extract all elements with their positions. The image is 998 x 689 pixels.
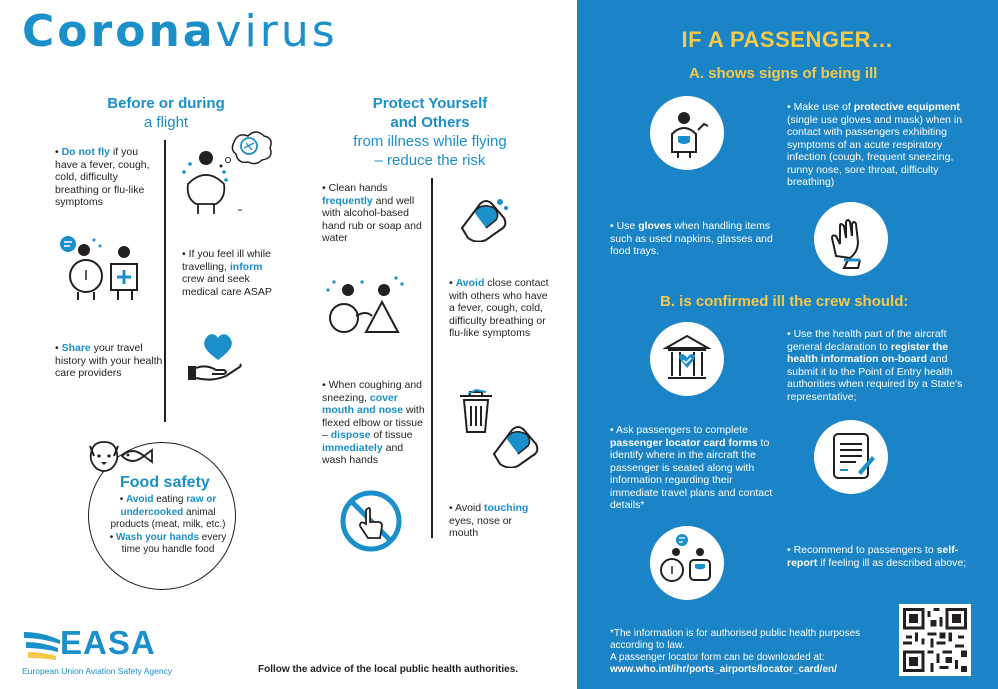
form-document-icon: [814, 420, 888, 494]
tip-self-report: • Recommend to passengers to self-report if feeling ill as described above;: [787, 544, 967, 569]
tip-clean-hands: • Clean hands frequently and well with alcohol-based hand rub or soap and water: [322, 182, 422, 244]
divider-line: [431, 178, 433, 538]
food-safety-title: Food safety: [120, 474, 210, 491]
tip-feel-ill: • If you feel ill while travelling, inform crew and seek medical care ASAP: [182, 248, 272, 298]
tip-locator-forms: • Ask passengers to complete passenger locator card forms to identify where in the aircraft the passenger is seated along with information regarding their immediate travel plans and contact details*: [610, 424, 773, 511]
col2-heading: Protect Yourself and Others from illness while flying – reduce the risk: [353, 95, 507, 169]
footnote-download: A passenger locator form can be downloaded at:: [610, 652, 825, 663]
handwashing-icon: [488, 420, 546, 468]
advice-footer: Follow the advice of the local public health authorities.: [258, 664, 519, 675]
gloves-icon: [814, 202, 888, 276]
section-b-heading: B. is confirmed ill the crew should:: [660, 293, 909, 310]
footnote-authorised: *The information is for authorised public health purposes according to law.: [610, 628, 861, 651]
tip-protective-equipment: • Make use of protective equipment (single use gloves and mask) when in contact with passengers exhibiting symptoms of an acute respiratory infection (cough, frequent sneezing, runny nose, sore throat, difficulty breathing): [787, 101, 963, 188]
col1-heading-strong: Before or during: [107, 95, 225, 112]
crew-passenger-icon: [650, 526, 724, 600]
tip-register-health: • Use the health part of the aircraft general declaration to register the health information on-board and submit it to the Point of Entry health authorities when required by a State's representative;: [787, 328, 963, 403]
divider-line: [164, 140, 166, 422]
easa-wing-logo: [22, 628, 62, 669]
tip-avoid-contact: • Avoid close contact with others who have a fever, cough, cold, difficulty breathing or flu-like symptoms: [449, 277, 549, 339]
locator-form-link[interactable]: www.who.int/ihr/ports_airports/locator_card/en/: [610, 664, 837, 675]
qr-code[interactable]: [899, 604, 971, 676]
food-safety-text: [104, 494, 232, 557]
col1-heading: [86, 94, 246, 132]
right-footer: [610, 628, 890, 676]
tip-gloves: • Use gloves when handling items such as used napkins, glasses and food trays.: [610, 220, 773, 257]
no-touching-icon: [338, 488, 404, 554]
fish-icon: [118, 446, 154, 466]
health-building-icon: [650, 322, 724, 396]
section-a-heading: A. shows signs of being ill: [689, 65, 878, 82]
heart-in-hand-icon: [184, 330, 244, 384]
page-title: Coronavirus: [22, 6, 338, 57]
col1-heading-light: a flight: [143, 114, 189, 131]
passenger-title: IF A PASSENGER…: [681, 27, 894, 52]
easa-logo-subtitle: European Union Aviation Safety Agency: [22, 666, 173, 676]
tip-cover-cough: • When coughing and sneezing, cover mouth and nose with flexed elbow or tissue – dispose of tissue immediately and wash hands: [322, 379, 425, 466]
easa-logo-word: EASA: [60, 624, 156, 661]
two-people-distance-icon: [322, 276, 412, 340]
masked-crew-icon: [650, 96, 724, 170]
tip-share-history: • Share your travel history with your health care providers: [55, 342, 163, 379]
dog-icon: [86, 440, 122, 480]
sick-person-icon: [176, 128, 276, 220]
food-item-avoid: • Avoid eating raw or undercooked animal products (meat, milk, etc.): [110, 494, 226, 530]
two-people-talking-icon: [56, 232, 156, 304]
right-panel: [577, 0, 998, 689]
food-item-wash: • Wash your hands every time you handle food: [109, 531, 227, 555]
tip-do-not-fly: • Do not fly if you have a fever, cough, cold, difficulty breathing or flu-like symptoms: [55, 146, 150, 208]
tip-avoid-touching: • Avoid touching eyes, nose or mouth: [449, 502, 529, 539]
handwashing-icon: [456, 194, 514, 242]
